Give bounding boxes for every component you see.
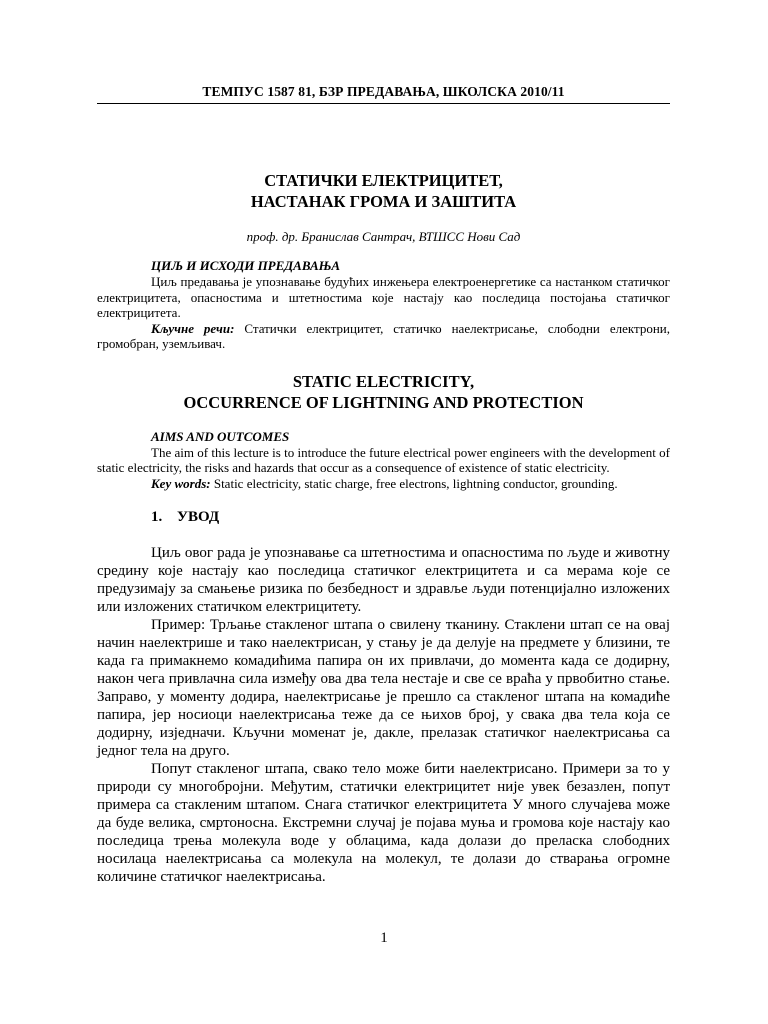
sr-title-line-1: СТАТИЧКИ ЕЛЕКТРИЦИТЕТ, [264,171,503,190]
section-title: УВОД [177,509,220,525]
en-aims-text: The aim of this lecture is to introduce the future electrical power engineers with the development of static electricity, the risks and hazards that occur as a consequence of existence of static electricity. [97,444,670,475]
sr-title-line-2: НАСТАНАК ГРОМА И ЗАШТИТА [250,192,517,211]
en-title [97,371,670,413]
sr-aims-heading: ЦИЉ И ИСХОДИ ПРЕДАВАЊА [151,258,341,273]
en-keywords-label: Key words: [151,475,211,491]
sr-keywords-text: Статички електрицитет, статичко наелектрисање, слободни електрони, громобран, уземљивач. [97,320,671,351]
section-heading [97,509,670,526]
paragraph: Попут стакленог штапа, свако тело може бити наелектрисано. Примери за то у природи су многобројни. Међутим, статички електрицитет није увек безазлен, попут примера са стакленим штапом. Снага статичког електрицитета У много случајева може да буде велика, смртоносна. Екстремни случај је појава муња и громова које настају као последица трења молекула воде у облацима, када долази до преласка слободних носилаца наелектрисања са молекула на молекул, те долази до стварања огромне количине статичког наелектрисања. [97,761,670,885]
running-header: ТЕМПУС 1587 81, БЗР ПРЕДАВАЊА, ШКОЛСКА 2010/11 [97,84,670,104]
sr-keywords-label: Кључне речи: [151,320,235,336]
document-page [97,84,670,886]
en-title-line-1: STATIC ELECTRICITY, [292,371,475,391]
author-line: проф. др. Бранислав Сантрач, ВТШСС Нови Сад [246,229,521,244]
en-aims-heading: AIMS AND OUTCOMES [151,428,290,444]
sr-aims-text: Циљ предавања је упознавање будућих инжењера електроенергетике са настанком статичког електрицитета, опасностима и штетностима које настају као последица постојања статичког електрицитета. [97,274,670,320]
section-number: 1. [151,509,163,525]
en-title-line-2: OCCURRENCE OF LIGHTNING AND PROTECTION [183,392,584,412]
en-keywords [97,476,670,492]
paragraph: Пример: Трљање стакленог штапа о свилену тканину. Стаклени штап се на овај начин наелектрише и тако наелектрисан, у стању је да делује на предмете у близини, те када га примакнемо комадићима папира он их привлачи, до момента када се додирну, након чега привлачна сила између ова два тела нестаје и све се враћа у првобитно стање. Заправо, у моменту додира, наелектрисање је прешло са стакленог штапа на комадиће папира, јер носиоци наелектрисања теже да се њихов број, у свака два тела која се додирну, изједначи. Кључни моменат је, дакле, прелазак статичког наелектрисања са једног тела на друго. [97,617,670,759]
sr-keywords [97,321,670,352]
en-keywords-text: Static electricity, static charge, free electrons, lightning conductor, grounding. [210,475,618,491]
sr-title [97,170,670,212]
paragraph: Циљ овог рада је упознавање са штетностима и опасностима по људе и животну средину које настају као последица статичког електрицитета и са мерама које се предузимају за смањење ризика по безбедност и здравље људи потенцијално изложених или изложених статичком електрицитету. [97,545,670,615]
page-number: 1 [380,930,388,946]
